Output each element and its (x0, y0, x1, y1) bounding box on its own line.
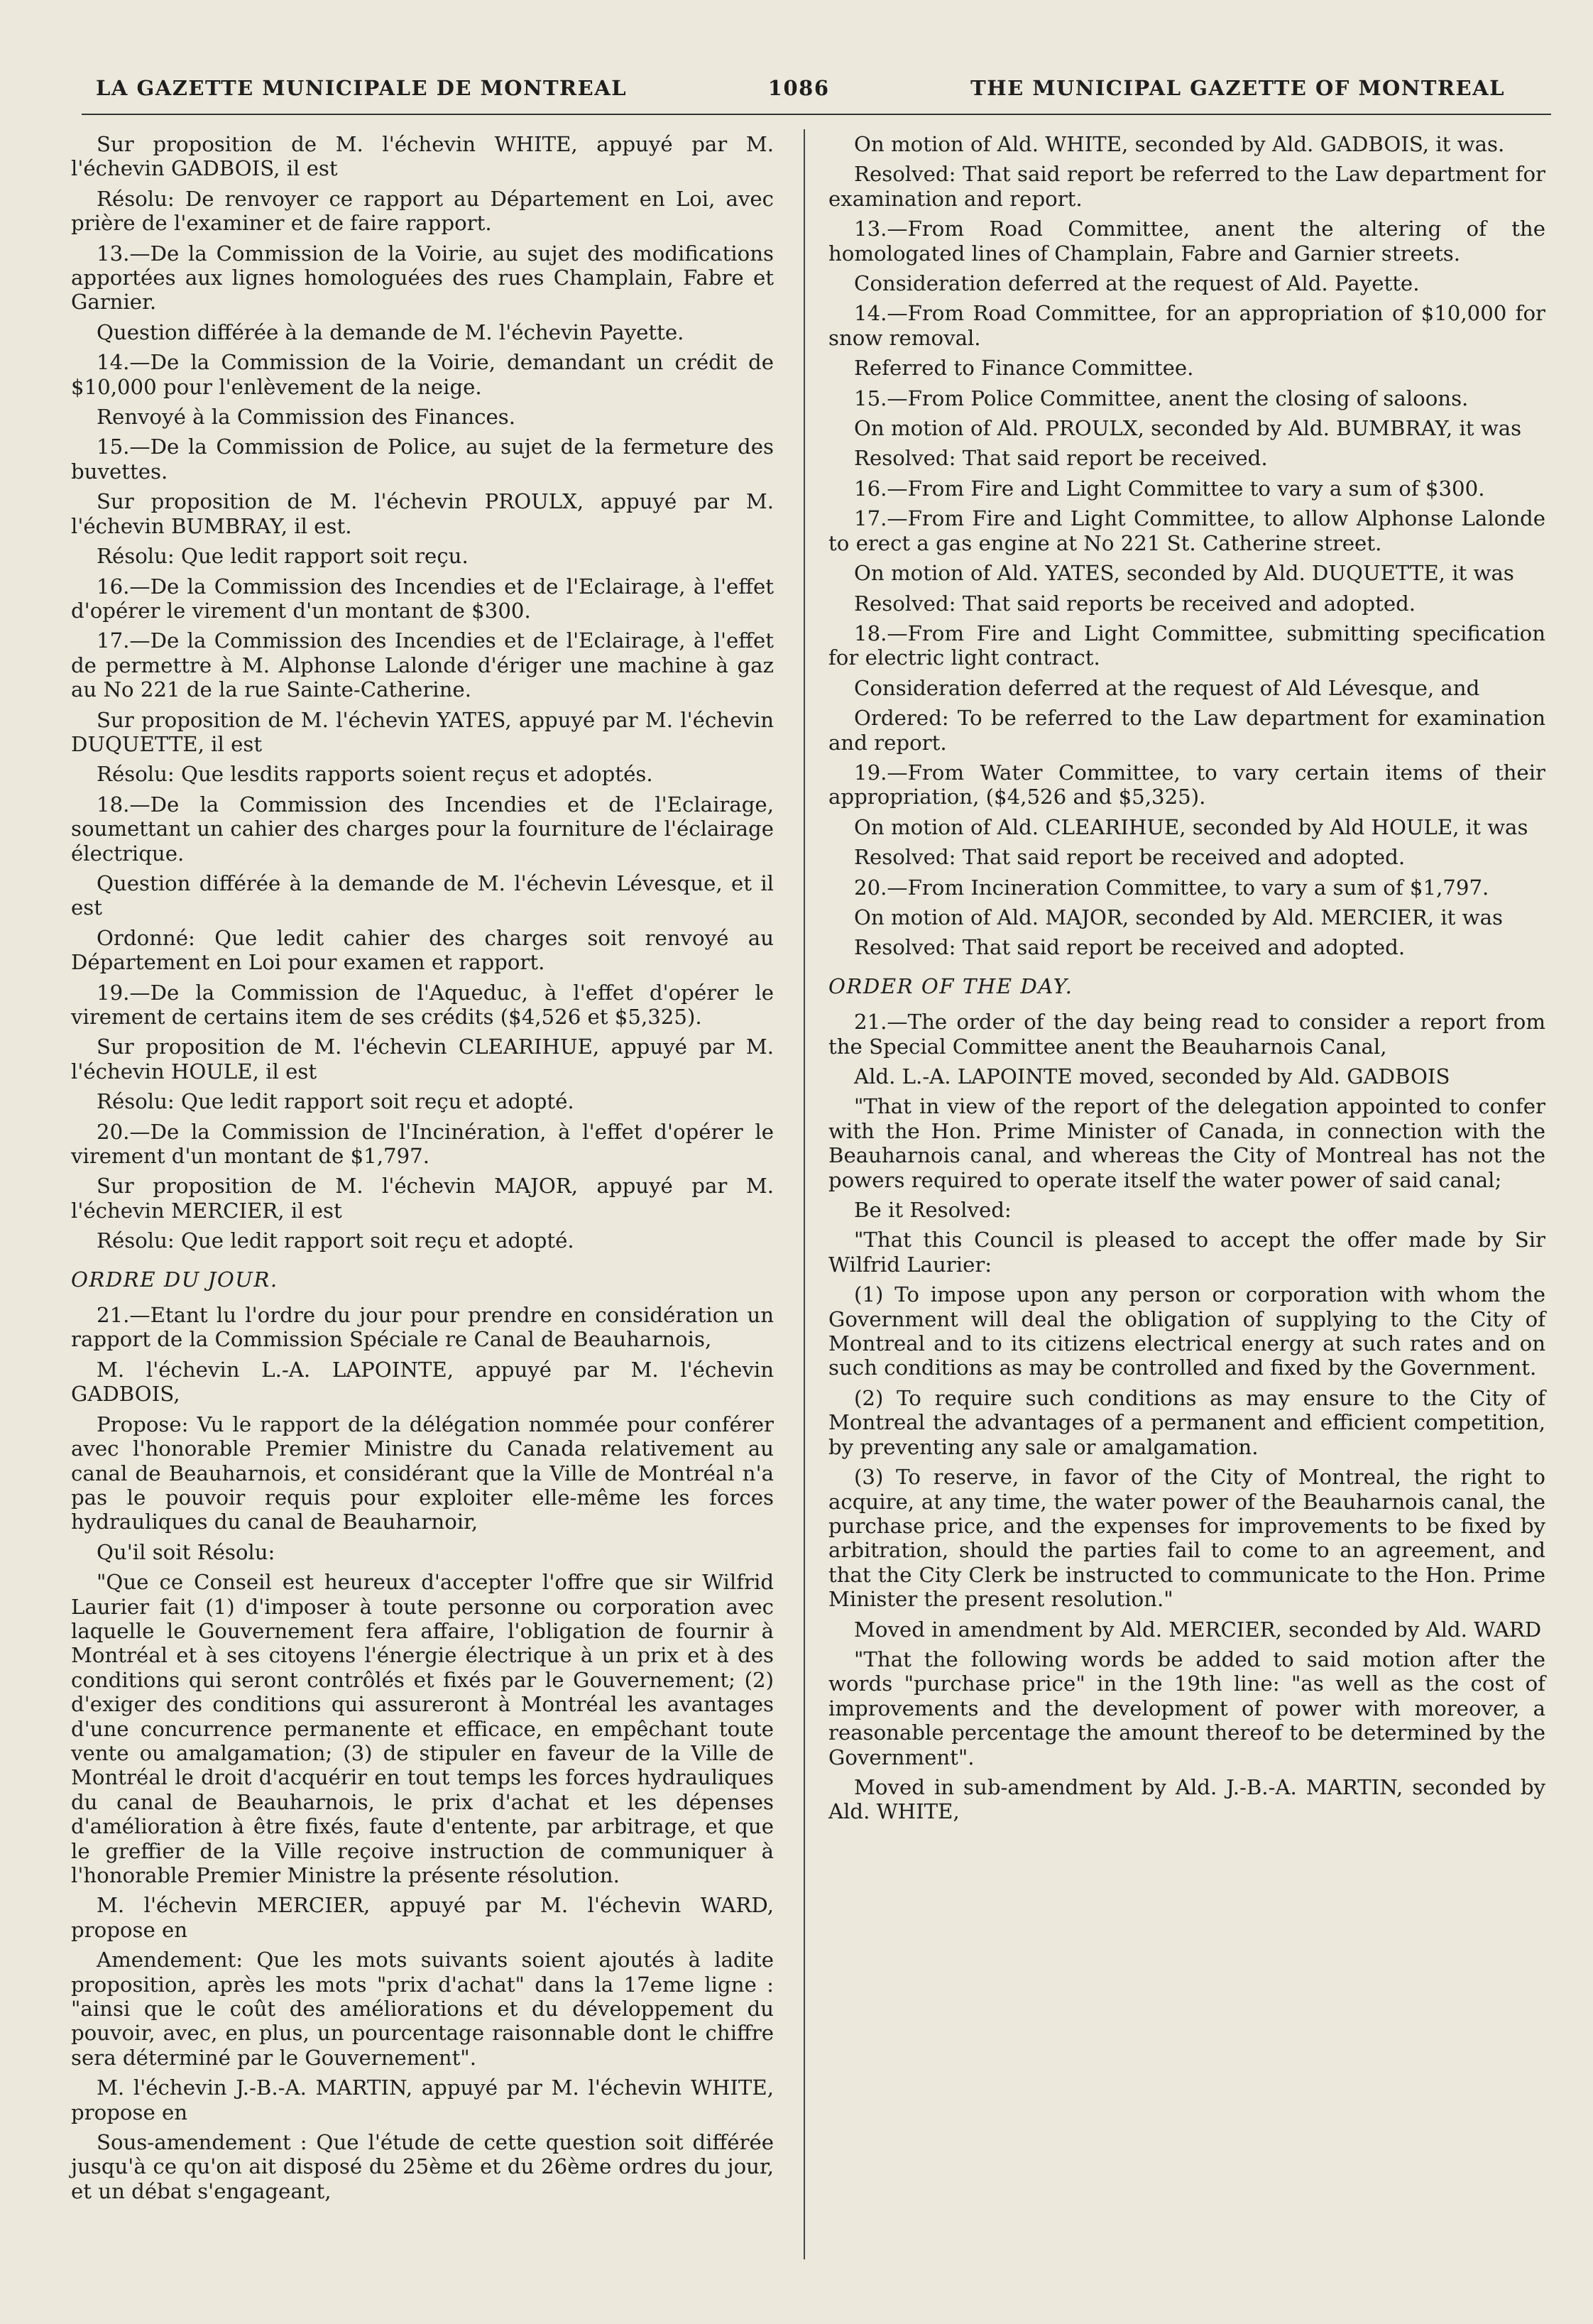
page-header (96, 70, 1505, 107)
section-heading: ORDRE DU JOUR. (71, 1267, 278, 1292)
column-divider (804, 129, 805, 2259)
paragraph: Ordonné: Que ledit cahier des charges soit renvoyé au Département en Loi pour examen et rapport. (71, 925, 774, 975)
paragraph: M. l'échevin L.-A. LAPOINTE, appuyé par M. l'échevin GADBOIS, (71, 1357, 774, 1407)
paragraph: Résolu: Que ledit rapport soit reçu et adopté. (97, 1228, 574, 1253)
paragraph: Qu'il soit Résolu: (97, 1539, 275, 1564)
paragraph: 18.—From Fire and Light Committee, submitting specification for electric light contract. (828, 621, 1545, 670)
paragraph: "That the following words be added to said motion after the words "purchase price" in the 19th line: "as well as the cost of improvements and the development of power with moreover, a reasonable percentage the amount thereof to be determined by the Government". (828, 1647, 1545, 1769)
paragraph: 21.—The order of the day being read to consider a report from the Special Committee anent the Beauharnois Canal, (828, 1010, 1545, 1059)
paragraph: Question différée à la demande de M. l'échevin Lévesque, et il est (71, 871, 774, 920)
paragraph: "That in view of the report of the delegation appointed to confer with the Hon. Prime Minister of Canada, in connection with the Beauharnois canal, and whereas the City of Montreal has not the powers required to operate itself the water power of said canal; (828, 1094, 1545, 1192)
paragraph: Moved in amendment by Ald. MERCIER, seconded by Ald. WARD (854, 1617, 1542, 1642)
paragraph: Resolved: That said report be referred to the Law department for examination and report. (828, 162, 1545, 211)
paragraph: Sous-amendement : Que l'étude de cette question soit différée jusqu'à ce qu'on ait disposé du 25ème et du 26ème ordres du jour, et un débat s'engageant, (71, 2130, 774, 2203)
paragraph: Be it Resolved: (854, 1198, 1012, 1223)
paragraph: 16.—De la Commission des Incendies et de l'Eclairage, à l'effet d'opérer le virement d'un montant de $300. (71, 574, 774, 623)
paragraph: 13.—From Road Committee, anent the altering of the homologated lines of Champlain, Fabre and Garnier streets. (828, 217, 1545, 266)
paragraph: Sur proposition de M. l'échevin CLEARIHUE, appuyé par M. l'échevin HOULE, il est (71, 1035, 774, 1084)
header-french-title: LA GAZETTE MUNICIPALE DE MONTREAL (96, 76, 628, 100)
paragraph: On motion of Ald. WHITE, seconded by Ald. GADBOIS, it was. (854, 132, 1505, 156)
paragraph: Referred to Finance Committee. (854, 356, 1194, 381)
paragraph: Amendement: Que les mots suivants soient ajoutés à ladite proposition, après les mots "prix d'achat" dans la 17eme ligne : "ainsi que le coût des améliorations et du développement du pouvoir, avec, en plus, un pourcentage raisonnable dont le chiffre sera déterminé par le Gouvernement". (71, 1948, 774, 2070)
paragraph: On motion of Ald. CLEARIHUE, seconded by Ald HOULE, it was (854, 814, 1528, 839)
paragraph: Consideration deferred at the request of Ald Lévesque, and (854, 675, 1480, 700)
paragraph: Résolu: Que ledit rapport soit reçu. (97, 544, 469, 569)
paragraph: 19.—De la Commission de l'Aqueduc, à l'effet d'opérer le virement de certains item de ses crédits ($4,526 et $5,325). (71, 980, 774, 1029)
paragraph: 14.—From Road Committee, for an appropriation of $10,000 for snow removal. (828, 301, 1545, 350)
paragraph: 20.—From Incineration Committee, to vary a sum of $1,797. (854, 875, 1489, 900)
paragraph: Résolu: De renvoyer ce rapport au Département en Loi, avec prière de l'examiner et de faire rapport. (71, 186, 774, 236)
paragraph: 19.—From Water Committee, to vary certain items of their appropriation, ($4,526 and $5,325). (828, 760, 1545, 809)
paragraph: (2) To require such conditions as may ensure to the City of Montreal the advantages of a permanent and efficient competition, by preventing any sale or amalgamation. (828, 1385, 1545, 1459)
paragraph: (3) To reserve, in favor of the City of Montreal, the right to acquire, at any time, the water power of the Beauharnois canal, the purchase price, and the expenses for improvements to be fixed by arbitration, should the parties fail to come to an agreement, and that the City Clerk be instructed to communicate to the Hon. Prime Minister the present resolution." (828, 1465, 1545, 1612)
paragraph: Resolved: That said report be received. (854, 446, 1268, 471)
header-english-title: THE MUNICIPAL GAZETTE OF MONTREAL (970, 76, 1505, 100)
paragraph: Sur proposition de M. l'échevin PROULX, appuyé par M. l'échevin BUMBRAY, il est. (71, 489, 774, 538)
paragraph: 15.—De la Commission de Police, au sujet de la fermeture des buvettes. (71, 435, 774, 484)
paragraph: Ordered: To be referred to the Law department for examination and report. (828, 706, 1545, 755)
paragraph: Résolu: Que lesdits rapports soient reçus et adoptés. (97, 762, 653, 787)
paragraph: (1) To impose upon any person or corporation with whom the Government will deal the obligation of supplying to the City of Montreal and to its citizens electrical energy at such rates and on such conditions as may be controlled and fixed by the Government. (828, 1282, 1545, 1380)
paragraph: 18.—De la Commission des Incendies et de l'Eclairage, soumettant un cahier des charges pour la fourniture de l'éclairage électrique. (71, 792, 774, 866)
paragraph: On motion of Ald. YATES, seconded by Ald. DUQUETTE, it was (854, 561, 1514, 586)
paragraph: M. l'échevin MERCIER, appuyé par M. l'échevin WARD, propose en (71, 1893, 774, 1942)
paragraph: 17.—De la Commission des Incendies et de l'Eclairage, à l'effet de permettre à M. Alphonse Lalonde d'ériger une machine à gaz au No 221 de la rue Sainte-Catherine. (71, 628, 774, 702)
section-heading: ORDER OF THE DAY. (828, 973, 1073, 998)
paragraph: Question différée à la demande de M. l'échevin Payette. (97, 320, 684, 344)
english-column (828, 132, 1545, 1830)
paragraph: "That this Council is pleased to accept the offer made by Sir Wilfrid Laurier: (828, 1228, 1545, 1277)
paragraph: Résolu: Que ledit rapport soit reçu et adopté. (97, 1089, 574, 1114)
paragraph: Resolved: That said report be received and adopted. (854, 935, 1406, 960)
french-column (71, 132, 774, 2209)
paragraph: 16.—From Fire and Light Committee to vary a sum of $300. (854, 476, 1485, 501)
paragraph: 21.—Etant lu l'ordre du jour pour prendre en considération un rapport de la Commission Spéciale re Canal de Beauharnois, (71, 1303, 774, 1352)
paragraph: Moved in sub-amendment by Ald. J.-B.-A. MARTIN, seconded by Ald. WHITE, (828, 1774, 1545, 1824)
paragraph: 14.—De la Commission de la Voirie, demandant un crédit de $10,000 pour l'enlèvement de la neige. (71, 350, 774, 399)
paragraph: Ald. L.-A. LAPOINTE moved, seconded by Ald. GADBOIS (854, 1064, 1450, 1089)
paragraph: Consideration deferred at the request of Ald. Payette. (854, 271, 1420, 296)
page-number: 1086 (767, 76, 830, 100)
paragraph: Renvoyé à la Commission des Finances. (97, 405, 516, 430)
paragraph: 15.—From Police Committee, anent the closing of saloons. (854, 386, 1469, 410)
paragraph: Sur proposition de M. l'échevin YATES, appuyé par M. l'échevin DUQUETTE, il est (71, 707, 774, 756)
paragraph: On motion of Ald. PROULX, seconded by Ald. BUMBRAY, it was (854, 416, 1522, 441)
paragraph: Propose: Vu le rapport de la délégation nommée pour conférer avec l'honorable Premier Ministre du Canada relativement au canal de Beauharnois, et considérant que la Ville de Montréal n'a pas le pouvoir requis pour exploiter elle-même les forces hydrauliques du canal de Beauharnoir, (71, 1412, 774, 1534)
paragraph: Sur proposition de M. l'échevin MAJOR, appuyé par M. l'échevin MERCIER, il est (71, 1174, 774, 1223)
paragraph: On motion of Ald. MAJOR, seconded by Ald. MERCIER, it was (854, 905, 1503, 929)
paragraph: "Que ce Conseil est heureux d'accepter l'offre que sir Wilfrid Laurier fait (1) d'imposer à toute personne ou corporation avec laquelle le Gouvernement fera affaire, l'obligation de fournir à Montréal et à ses citoyens l'énergie électrique à un prix et à des conditions qui seront contrôlés et fixés par le Gouvernement; (2) d'exiger des conditions qui assureront à Montréal les avantages d'une concurrence permanente et efficace, en empêchant toute vente ou amalgamation; (3) de stipuler en faveur de la Ville de Montréal le droit d'acquérir en tout temps les forces hydrauliques du canal de Beauharnois, le prix d'achat et les dépenses d'amélioration à être fixés, faute d'entente, par arbitrage, et que le greffier de la Ville reçoive instruction de communiquer à l'honorable Premier Ministre la présente résolution. (71, 1570, 774, 1887)
paragraph: M. l'échevin J.-B.-A. MARTIN, appuyé par M. l'échevin WHITE, propose en (71, 2075, 774, 2124)
paragraph: 13.—De la Commission de la Voirie, au sujet des modifications apportées aux lignes homologuées des rues Champlain, Fabre et Garnier. (71, 241, 774, 315)
paragraph: 20.—De la Commission de l'Incinération, à l'effet d'opérer le virement d'un montant de $1,797. (71, 1119, 774, 1169)
paragraph: Sur proposition de M. l'échevin WHITE, appuyé par M. l'échevin GADBOIS, il est (71, 132, 774, 181)
paragraph: Resolved: That said report be received and adopted. (854, 845, 1406, 870)
header-rule (82, 114, 1551, 115)
paragraph: 17.—From Fire and Light Committee, to allow Alphonse Lalonde to erect a gas engine at No 221 St. Catherine street. (828, 506, 1545, 555)
paragraph: Resolved: That said reports be received and adopted. (854, 591, 1416, 616)
